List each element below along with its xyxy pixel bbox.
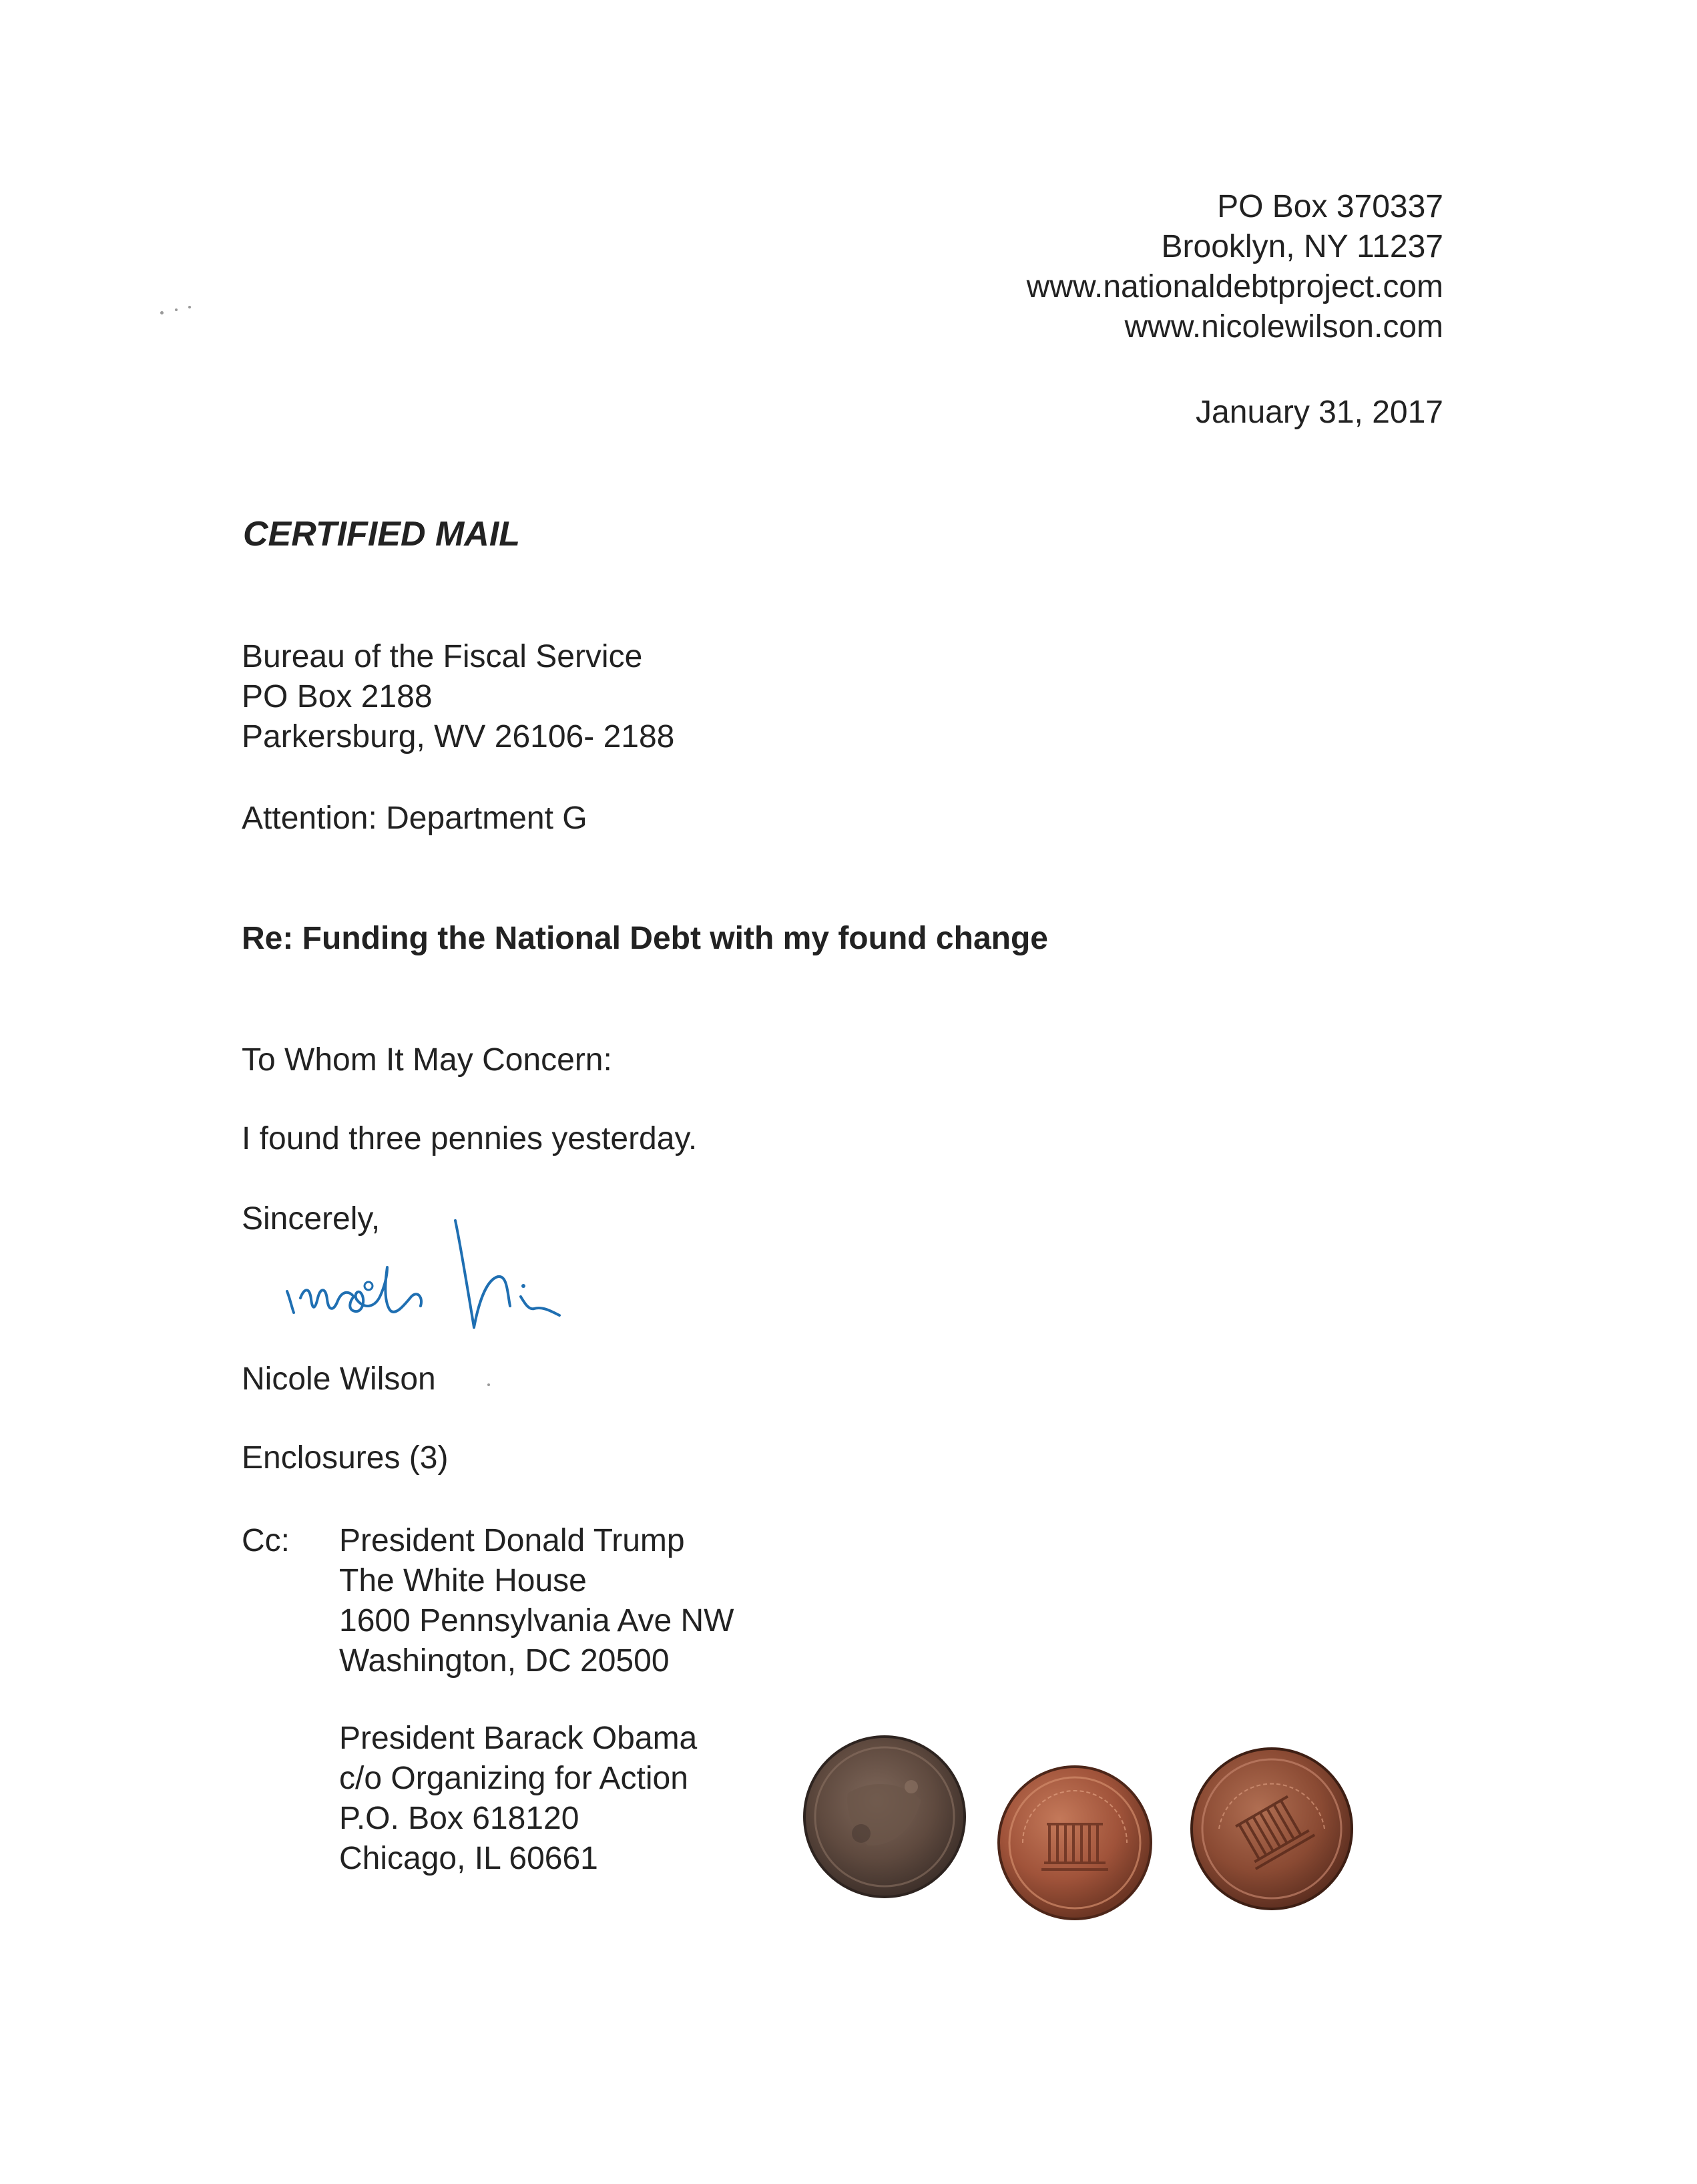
sender-po-box: PO Box 370337	[1217, 189, 1443, 224]
signature	[280, 1213, 601, 1346]
closing: Sincerely,	[242, 1201, 381, 1237]
scan-speck	[175, 308, 178, 311]
sender-website-1: www.nationaldebtproject.com	[1026, 269, 1443, 304]
cc-street: P.O. Box 618120	[339, 1801, 579, 1836]
sender-address	[1027, 187, 1443, 347]
cc-organization: The White House	[339, 1563, 587, 1598]
cc-city: Chicago, IL 60661	[339, 1841, 598, 1876]
cc-name: President Barack Obama	[339, 1721, 698, 1756]
attention-line: Attention: Department G	[242, 801, 587, 836]
scan-speck	[160, 311, 164, 314]
salutation: To Whom It May Concern:	[242, 1042, 612, 1078]
cc-recipient	[339, 1719, 697, 1879]
sender-website-2: www.nicolewilson.com	[1124, 309, 1443, 345]
cc-street: 1600 Pennsylvania Ave NW	[339, 1603, 734, 1639]
subject-line: Re: Funding the National Debt with my found change	[242, 921, 1048, 956]
mail-type: CERTIFIED MAIL	[243, 515, 521, 554]
scan-speck	[487, 1383, 490, 1386]
recipient-city: Parkersburg, WV 26106- 2188	[242, 719, 675, 754]
recipient-name: Bureau of the Fiscal Service	[242, 639, 643, 674]
cc-recipient	[339, 1521, 734, 1681]
cc-city: Washington, DC 20500	[339, 1643, 670, 1679]
penny-worn	[801, 1733, 968, 1900]
penny-reverse	[995, 1763, 1155, 1923]
cc-name: President Donald Trump	[339, 1523, 685, 1558]
signer-name: Nicole Wilson	[242, 1361, 436, 1397]
recipient-address	[242, 637, 674, 757]
sender-city: Brooklyn, NY 11237	[1161, 229, 1443, 264]
penny-reverse	[1188, 1745, 1355, 1912]
cc-organization: c/o Organizing for Action	[339, 1761, 688, 1796]
letter-date: January 31, 2017	[1196, 395, 1443, 430]
cc-label: Cc:	[242, 1523, 290, 1558]
letter-body: I found three pennies yesterday.	[242, 1121, 698, 1156]
enclosures-note: Enclosures (3)	[242, 1440, 449, 1476]
scan-speck	[188, 306, 191, 308]
recipient-po-box: PO Box 2188	[242, 679, 433, 714]
